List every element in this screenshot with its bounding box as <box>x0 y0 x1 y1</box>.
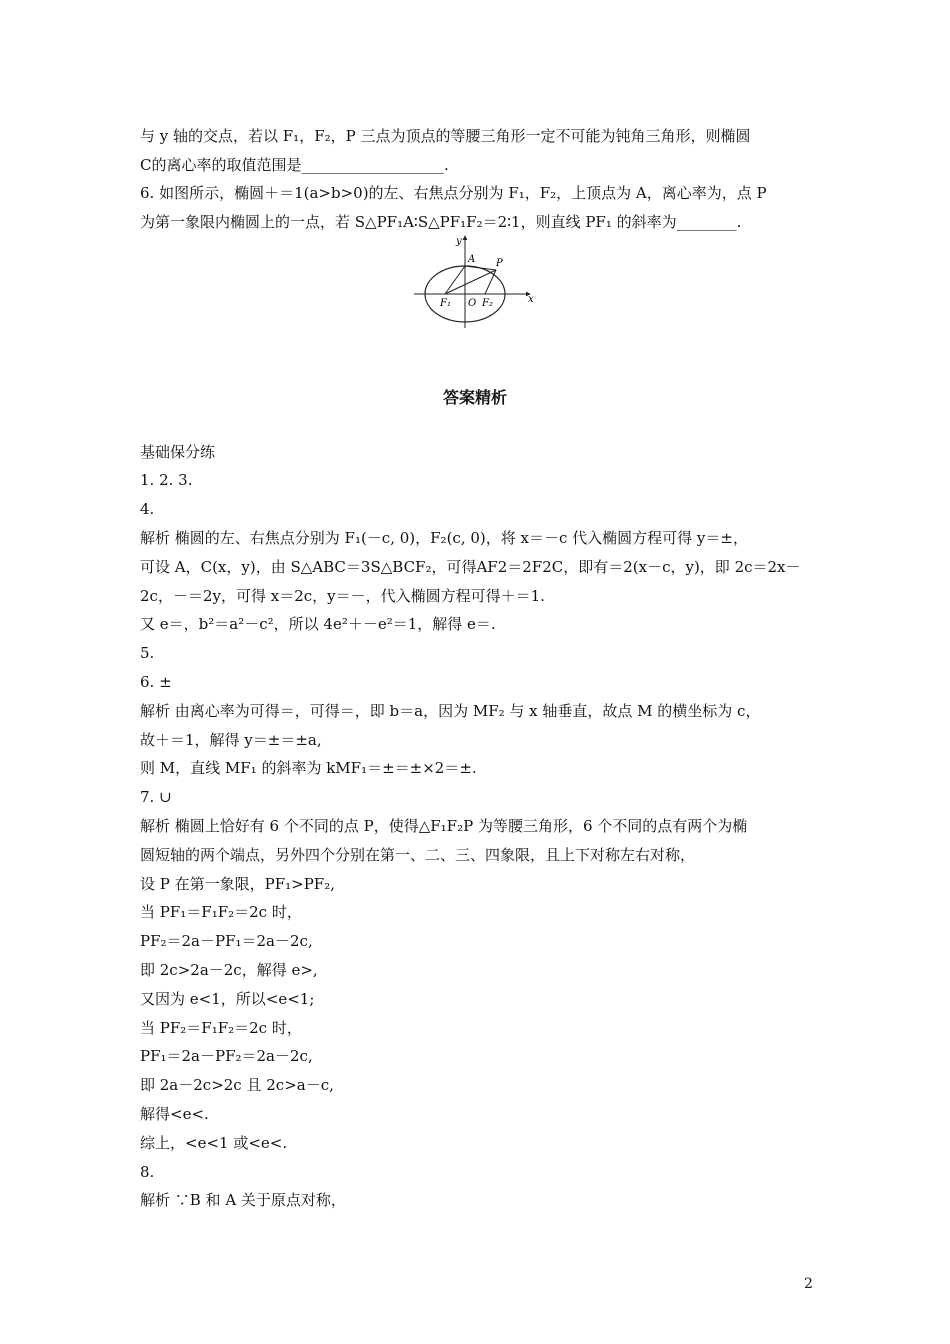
answer-line: 又因为 e<1，所以<e<1; <box>140 990 315 1008</box>
point-f1-label: F₁ <box>440 298 451 309</box>
answer-line: 故＋＝1，解得 y＝±＝±a, <box>140 731 322 749</box>
answer-line: 则 M，直线 MF₁ 的斜率为 kMF₁＝±＝±×2＝±. <box>140 759 477 777</box>
segment-p-f2 <box>485 270 496 294</box>
answer-line: 当 PF₂＝F₁F₂＝2c 时， <box>140 1019 302 1037</box>
answer-line: 1. 2. 3. <box>140 471 193 489</box>
point-a-label: A <box>468 254 476 265</box>
answer-line: 5. <box>140 644 155 662</box>
answer-line: 解析 椭圆的左、右焦点分别为 F₁(－c, 0)，F₂(c, 0)，将 x＝－c 代入椭圆方程可得 y＝±， <box>140 529 748 547</box>
page-number: 2 <box>804 1276 813 1292</box>
answer-line: 综上，<e<1 或<e<. <box>140 1134 288 1152</box>
answer-line: 设 P 在第一象限，PF₁>PF₂, <box>140 875 335 893</box>
answer-line: 8. <box>140 1163 155 1181</box>
answer-line: 解析 ∵B 和 A 关于原点对称， <box>140 1191 346 1209</box>
segment-a-p <box>465 266 496 270</box>
answer-line: 圆短轴的两个端点，另外四个分别在第一、二、三、四象限，且上下对称左右对称， <box>140 846 696 864</box>
answer-line: 基础保分练 <box>140 443 216 461</box>
problem-line: C的离心率的取值范围是___________________. <box>140 156 449 174</box>
answer-line: 又 e＝，b²＝a²－c²，所以 4e²＋－e²＝1，解得 e＝. <box>140 615 496 633</box>
point-f2-label: F₂ <box>482 298 493 309</box>
answer-line: 6. ± <box>140 673 172 691</box>
point-p-label: P <box>496 258 503 269</box>
answer-line: 解析 椭圆上恰好有 6 个不同的点 P，使得△F₁F₂P 为等腰三角形，6 个不同的点有两个为椭 <box>140 817 748 835</box>
answer-line: 当 PF₁＝F₁F₂＝2c 时， <box>140 903 302 921</box>
problem-line: 6. 如图所示，椭圆＋＝1(a>b>0)的左、右焦点分别为 F₁，F₂，上顶点为 A，离心率为，点 P <box>140 184 767 202</box>
problem-line: 为第一象限内椭圆上的一点，若 S△PF₁A∶S△PF₁F₂＝2∶1，则直线 PF₁ 的斜率为________. <box>140 213 742 231</box>
answer-line: 即 2c>2a－2c，解得 e>, <box>140 961 318 979</box>
ellipse-diagram <box>410 232 540 330</box>
answer-line: 7. ∪ <box>140 788 172 806</box>
answer-line: 解得<e<. <box>140 1105 209 1123</box>
answer-line: 即 2a－2c>2c 且 2c>a－c, <box>140 1076 334 1094</box>
answer-line: 解析 由离心率为可得＝，可得＝，即 b＝a，因为 MF₂ 与 x 轴垂直，故点 M 的横坐标为 c， <box>140 702 761 720</box>
answer-line: 可设 A，C(x，y)，由 S△ABC＝3S△BCF₂，可得AF2＝2F2C，即有＝2(x－c，y)，即 2c＝2x－ <box>140 558 801 576</box>
answer-line: PF₂＝2a－PF₁＝2a－2c, <box>140 932 313 950</box>
answer-line: 4. <box>140 500 155 518</box>
answer-line: 2c，－＝2y，可得 x＝2c，y＝－，代入椭圆方程可得＋＝1. <box>140 587 545 605</box>
origin-label: O <box>468 298 477 309</box>
ellipse-figure <box>410 232 540 334</box>
section-title: 答案精析 <box>442 388 507 407</box>
answer-line: PF₁＝2a－PF₂＝2a－2c, <box>140 1047 313 1065</box>
segment-f1-p <box>445 270 496 294</box>
y-axis-label: y <box>456 236 462 247</box>
x-axis-label: x <box>528 294 534 305</box>
problem-line: 与 y 轴的交点，若以 F₁，F₂，P 三点为顶点的等腰三角形一定不可能为钝角三角形，则椭圆 <box>140 127 751 145</box>
